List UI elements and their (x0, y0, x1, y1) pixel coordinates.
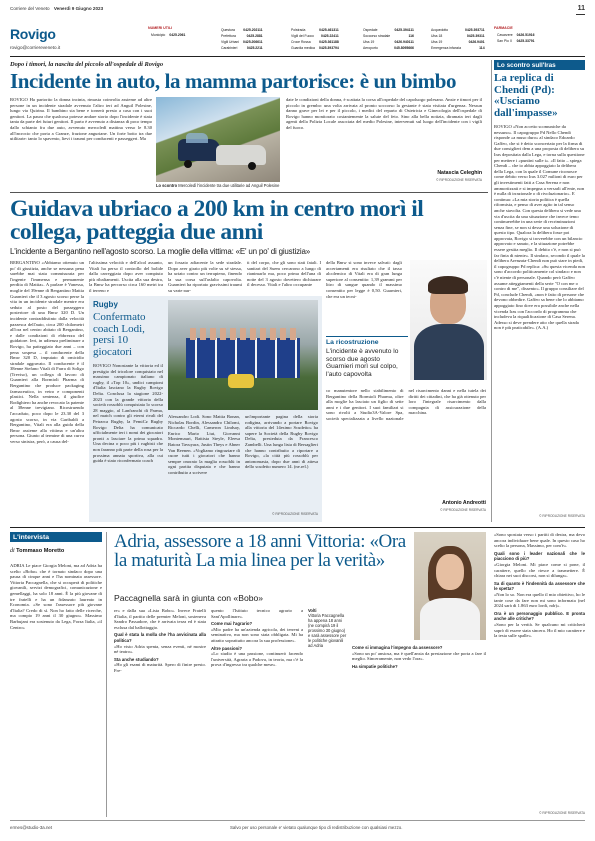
car-wheel (184, 160, 192, 168)
interview-section-bar: L'intervista (10, 532, 102, 542)
sidebar-headline: La replica di Chendi (Pd): «Usciamo dall'impasse» (494, 72, 558, 119)
rugby-repro: © RIPRODUZIONE RISERVATA (272, 512, 318, 516)
interview-a9: «Sono per la verità. Se qualcuno mi criticherà saprò di essere stata sincera. Ho il mio carattere e la testa sulle spalle». (494, 621, 585, 639)
interview-a4: «Lo studio è una passione, continuerò facendo l'università, Agraria a Padova, in teoria, ma c'è la prova d'ingresso tra qualche mese». (211, 651, 303, 668)
farmacie-title: FARMACIE (494, 26, 513, 30)
utility-col-6: Cavarzere 0426.51916 San Pio X 0425.33791 (497, 33, 535, 43)
interview-q4: Altre passioni? (211, 645, 243, 651)
crash-photo (156, 97, 280, 182)
interview-col-4 (352, 645, 486, 717)
interview-a8: «Non lo so. Non era quello il mio obiettivo, ho le tante cose da fare non mi sono informata (nel 2024 sarà di 1.863 euro lordi, ndr)». (494, 591, 585, 609)
story2-col-4: ti del corpo, che gli sono stati fatali. I sanitari del Suem cercarono a lungo di rianimarlo ma, poco prima dell'una di notte del 3 agosto dovettero dichiarare il decesso. Vitali e l'altro occupante (247, 260, 321, 288)
interview-a5: «Sono un po' ansiosa, ma è quell'ansia da prestazione che porta a fare il meglio. Sinceramente, non vedo l'ora». (352, 650, 486, 662)
sidebar-body: ROVIGO «Non accetto scomuniche da nessuno». Il capogruppo Pd Nello Chendi risponde «a muso duro» al sindaco Edoardo Gaffeo, che si è detto sconcertato per la firma di due consiglieri dem a una proposta di delibera su Iras depositata dalla Lega, e torna sulla questione per mettere i «puntini sulle i». «Il fatto – spiega Chendi – che io abbia appoggiato la delibera della Lega, con la quale il Comune riconosce come debito verso Iras 3.027 milioni di euro per gli investimenti fatti a Casa Serena e non ammortizzati e si impegna a versarli all'ente, non è nulla di irrazionale o di rivoluzionario». E continua: «La mia storia politica è quella riformista, e penso di aver agito in tal senso anche stavolta. Con questa delibera si vede una via d'uscita da una situazione che invece temo continuerebbe in una serie di recriminazioni senza fine, se non si desse una soluzione di questo tipo. Qualora la delibera fosse poi approvata, Rovigo si troverebbe con un bilancio approvato e sanato, e la situazione potrebbe essere gestita meglio. Il debito c'è, e non si può far finta di niente». Il sindaco, secondo il quale la delibera Arenzata-Chendi non può stare in piedi, il capogruppo Pd replica: «Su questa vicenda non sono d'accordo politicamente col sindaco e non c'è niente di personale. Quando però Gaffeo assume atteggiamenti della serie "O con me o contro di me", dissento». Il gruppo consiliare del Pd, conclude Chendi, «non è fatto di persone che devono obbedire. Gaffeo sa bene che lo abbiamo appoggiato fino dove era possibile anche nella vicenda Iras con l'accordo di programma che includeva la riqualificazione di Casa Serena. Adesso si deve prendere atto che quella strada non è più praticabile». (A.A.) (494, 124, 585, 331)
story1-caption-label: Lo scontro (156, 183, 178, 188)
interview-repro: © RIPRODUZIONE RISERVATA (539, 811, 585, 815)
interview-a2: «Ho gli esami di maturità. Spero di finire presto. Fre- (114, 662, 206, 673)
assessore-photo (414, 532, 486, 640)
story1-col-2: date le condizioni della donna, è scattata la corsa all'ospedale del capoluogo polesano. Ansie e timori per il piccolo in grembo: una volta arrivata al pronto soccorso la gestante è stata visitata d'urgenza. Nessun danno grave per lei e per il piccolo, i medici del reparto di Ostetricia e Ginecologia dell'ospedale di Rovigo hanno monitorato costantemente la salute del feto. Sino alla bella notizia, diramata ieri dagli agenti della Polizia Locale associata del medio Polesine, intervenuti sul luogo dell'incidente con i vigili del fuoco. (286, 97, 482, 130)
page-number-rule (576, 14, 585, 15)
portrait-face (436, 554, 464, 590)
story2-col-2: l'altissima velocità e dell'alcol assunto, Vitali ha perso il controllo del bolide dalla carreggiata dopo aver compiuto più ribaltamenti. Uscita alla sua destra, la Bmw ha percorso circa 160 metri tra il terreno e (89, 260, 163, 292)
story2-col-1: BERGANTINO «Abbiamo ottenuto un po' di giustizia, anche se nessuna pena sarebbe mai stata commisurata per l'ingente l'immensa e permanente perdita di Mattia». A parlare è Vanessa, moglie del 39enne di Bergantino Mattia Guarnieri che il 3 agosto scorso perse la vita in un incidente stradale mentre era seduto al posto del passeggero posteriore di una Bmw 320 D. Un incidente contraddistinto dalla velocità pazzesca dell'auto, circa 200 chilometri all'ora nel centro abitato di Bergantino, e dalle condizioni di ebbrezza del guidatore. Ieri, in udienza preliminare a Rovigo, ha patteggiato due anni – con pena sospesa – il conducente della Bmw 320 D, imputato di omicidio stradale aggravato. Il conducente è il 38enne Stefano Vitali di Farra di Soligo (Treviso), un collega di lavoro di Guarnieri alla Bormioli Pharma di Bergantino che produce packaging farmaceutico, in vetro e componenti plastici. Nella sentenza, il giudice Rodighiero ha anche revocato la patente al 38enne trevigiano. Ricostruendo l'accaduto, poco dopo le 23.30 del 3 agosto scorso, in via Garibaldi a Bergantino, Vitali era alla guida della Bmw assieme alla vittima e un'altra persona. Giunto al termine di una curva verso sinistra, però, a causa del- (10, 260, 84, 444)
interview-q9: Ora è un personaggio pubblico. E pronta anche alle critiche? (494, 610, 585, 622)
story2-headline: Guidava ubriaco a 200 km in centro morì il collega, patteggia due anni (10, 196, 424, 245)
story2-box (326, 336, 408, 378)
story1-rule (10, 192, 488, 193)
interview-q7: Quali sono i leader nazionali che le piacciono di più? (494, 550, 585, 562)
wrecked-car-white (216, 145, 266, 165)
story1-kicker: Dopo i timori, la nascita del piccolo all'ospedale di Rovigo (10, 61, 164, 68)
issue-date: Venerdì 9 Giugno 2023 (53, 6, 104, 11)
portrait-hair (428, 276, 468, 294)
interview-col-1: ADRIA Le piace Giorgia Meloni, ma ad Adria ha scelto «Bobo» che è tornato sindaco dopo una pausa di cinque anni e l'ha nominata assessore. Vittoria Paccagnella, che si occuperà di politiche giovanili, servizi demografici, comunicazione e gemellaggi, ha solo 18 anni. È la più giovane di tre fratelli e ha un fidanzato laureato in Economia. «Se sono l'assessore più giovane d'Italia? Credo di sì. Non ho fatto delle ricerche, ma compio 19 anni il 30 giugno». Massimo Barbujani era sostenuto da Lega, Forza Italia, «il Centro» (10, 563, 102, 630)
trophy (228, 374, 254, 388)
car-wheel (248, 162, 256, 170)
car-window (186, 133, 208, 143)
story1-repro: © RIPRODUZIONE RISERVATA (436, 178, 482, 182)
interview-q1: Qual è stata la molla che l'ha avvicinata alla politica? (114, 632, 206, 643)
rugby-col-3: un'importante pagina della storia rodigina, arrivando a portare Rovigo alla vittoria del 14esimo Scudetto» ha sapere la Società della Rugby Rovigo Delta, presieduta da Francesco Zambelli. Una lunga lista di Bersaglieri che hanno contribuito a riportare a Rovigo, «la città più rossoblù per antonomasia, dopo due anni di attesa dello scudetto numero 14. (ne.rel.) (245, 414, 318, 470)
masthead-line (10, 6, 103, 11)
utility-col-3: Polstrada 0425.461311 Vigili del Fuoco 0425.22411 Croce Rossa 0425.361188 Guardia medica 0425.393794 (291, 28, 339, 50)
interview-q3: Come mai l'agrario? (211, 621, 253, 627)
sidebar-repro: © RIPRODUZIONE RISERVATA (539, 514, 585, 518)
numeri-utili-title: NUMERI UTILI (148, 26, 173, 30)
section-email: rovigo@corriereveneto.it (10, 45, 61, 50)
interview-author-name: Tommaso Moretto (16, 548, 65, 554)
sidebar-divider (491, 60, 492, 522)
section-title: Rovigo (10, 26, 56, 42)
story1-caption: Lo scontro Mercoledì l'incidente tra due utilitarie ad Anguil Polesine (156, 183, 280, 188)
interview-q2: Sta anche studiando? (114, 656, 159, 662)
interview-subhead: Paccagnella sarà in giunta con «Bobo» (114, 593, 264, 603)
footer-rule (10, 820, 585, 821)
interview-author: di Tommaso Moretto (10, 548, 65, 554)
story1-byline: Natascia Celeghin (437, 170, 482, 176)
story1-col-1: ROVIGO Ha partorito la donna incinta, rimasta coinvolta assieme ad altre persone in un incidente stradale avvenuto l'altro ieri ad Anguil Polesine, lungo via Quirina. Il bambino sta bene e tornerà presto a casa con i suoi genitori. La paura che qualcosa potesse andare storto dopo l'incidente è stata tanta da parte dei futuri genitori. Il parto è avvenuto a distanza di poco tempo dallo schianto fra due auto, avvenuto mercoledì mattina verso le 8.30 all'incrocio che porta a Granze, frazione anguriane. Un forte botto tra due utilitarie: tanto lo spavento, lievi i traumi per conducenti e passeggeri. Ma (10, 97, 152, 142)
story1-headline: Incidente in auto, la mamma partorisce: è un bimbo (10, 69, 457, 93)
paper-name: Corriere del Veneto (10, 6, 50, 11)
interview-q8: Sa di quanto è l'indennità da assessore che le spetta? (494, 580, 585, 592)
story2-col-3: un fossato adiacente la sede stradale. Dopo aver girato più volte su sé stessa, ha urtato contro un terrapieno, finendo la sua corsa sull'asfalto capovolta. Guarnieri ha riportato gravissimi traumi su varie par- (168, 260, 242, 292)
story2-col-6: co manutentore nello stabilimento di Bergantino della Bormioli Pharma, oltre alla moglie ha lasciato un figlio di sette anni e i due genitori. I suoi familiari si sono rivolti a Studio3A-Valore Spa, società specializzata a livello nazionale nel risarcimento danni e nella tutela dei diritti dei cittadini, che ha già ottenuto per loro l'integrale risarcimento dalla compagnia di assicurazione della macchina. (326, 388, 486, 421)
interview-a3: «Mio padre ha un'azienda agricola, dei terreni a seminativo, ma non sono stata obbligata. Mi ha attratto soprattutto ancora la sua professione». (211, 626, 303, 643)
interview-headline: Adria, assessore a 18 anni Vittoria: «Ora la maturità La mia linea per la verità» (114, 531, 406, 571)
interview-top-rule (10, 527, 585, 528)
footer-email: ermes@studio-3a.net (10, 825, 53, 830)
interview-caption-name: Volti (308, 608, 317, 613)
story2-repro: © RIPRODUZIONE RISERVATA (440, 508, 486, 512)
interview-a7: «Giorgia Meloni. Mi piace come si pone, il carattere, quello che riesce a trasmettere. È chiara nei suoi discorsi, non si dilunga». (494, 561, 585, 579)
interview-photo-caption: Volti Vittoria Paccagnella ha appena 18 anni (ne compirà 19 il prossimo 30 giugno) e sarà assessore per le politiche giovanili ad Adria (308, 608, 347, 648)
rugby-label: Rugby (93, 300, 118, 309)
header-rule (10, 56, 585, 57)
interview-col-2: re» e dalla sua «Lista Bobo». Invece Fratelli d'Italia, il partito delle premier Meloni, sosteneva Sandro Passadore, che è arrivata terza ed è stata esclusa dal ballottaggio. Qual è stata la molla che l'ha avvicinata alla politica? «Ho visto Adria spenta, senza eventi, né mostre né teatro». Sta anche studiando? «Ho gli esami di maturità. Spero di finire presto. Fre- (114, 608, 206, 673)
interview-q6: Ha simpatie politiche? (352, 663, 398, 669)
story2-subhead: L'incidente a Bergantino nell'agosto scorso. La moglie della vittima: «E' un po' di giustizia» (10, 247, 310, 256)
utility-col-2: Questura 0425.202111 Prefettura 0425.2881 Vigili Urbani 0425.206611 Carabinieri 0425.2211 (221, 28, 263, 50)
rugby-col-2: Alessandro Lodi. Sono Mattia Bonan, Nicholas Bordin, Alessandro Chilomi, Riccardo Chelli, Cameron Lindsay, Enrico Mario Liut, Giovanni Montemauri, Battista Steyle, Eleesa Batora Tavuyara, Justin Theys e Abner Van Reenen. «Vogliamo ringraziare di cuore tutti i giocatori che hanno sempre onorato la maglia rossoblù in ogni partita disputata e che hanno contribuito a scrivere (168, 414, 240, 475)
team-players (186, 338, 300, 378)
team-faces (190, 328, 296, 340)
page-number: 11 (577, 5, 585, 12)
rugby-col-1: ROVIGO Nonostante la vittoria ed il prestigio del tricolore conquistato nel massimo campionato italiano di rugby, il «Top 10», undici campioni d'Italia lasciano la Rugby Rovigo Delta. Conclusa la stagione 2022-2023 con la grande vittoria della società rossoblù conquistata lo scorso 28 maggio, al Lanfranchi di Parma, nel match contro gli eterni rivali del Petrarca Rugby, la FemiCz Rugby Rovigo Delta ha comunicato ufficialmente ieri i nomi dei giocatori pronti a lasciare la prima squadra. Una decina o poco più i rugbisti che non faranno più parte della rosa per la prossima annata sportiva, alla cui guida è stato riconfermato coach (93, 363, 163, 464)
interview-a1: «Ho visto Adria spenta, senza eventi, né mostre né teatro». (114, 643, 206, 655)
story2-box-title: La ricostruzione (326, 339, 379, 346)
sidebar-title-bar: Lo scontro sull'Iras (494, 60, 585, 70)
victim-photo (410, 260, 487, 380)
portrait-shirt (414, 324, 484, 380)
interview-col-3: quento l'Istituto tecnico agrario a Sant'Apollinare». Come mai l'agrario? «Mio padre ha un'azienda agricola, dei terreni a seminativo, ma non sono stata obbligata. Mi ha attratto soprattutto ancora la sua professione». Altre passioni? «Lo studio è una passione, continuerò facendo l'università, Agraria a Padova, in teoria, ma c'è la prova d'ingresso tra qualche mese». (211, 608, 303, 668)
portrait-shirt (420, 598, 480, 640)
story2-col-5: della Bmw si sono invece salvati: dagli accertamenti era risultato che il tasso alcolemico di Vitali era di gran lunga superiore al consentito: 1,39 grammi per litro di sangue quando il massimo consentito per legge è 0,50. Guarnieri, che era un tecni- (326, 260, 402, 299)
interview-col-5: «Sono spostata verso i partiti di destra, ma devo ancora individuare bene quale. In questo caso ho scelto la persona, Massimo, per com'è». Quali sono i leader nazionali che le piacciono di più? «Giorgia Meloni. Mi piace come si pone, il carattere, quello che riesce a trasmettere. È chiara nei suoi discorsi, non si dilunga». Sa di quanto è l'indennità da assessore che le spetta? «Non lo so. Non era quello il mio obiettivo, ho le tante cose da fare non mi sono informata (nel 2024 sarà di 1.863 euro lordi, ndr)». Ora è un personaggio pubblico. E pronta anche alle critiche? «Sono per la verità. Se qualcuno mi criticherà saprò di essere stata sincera. Ho il mio carattere e la testa sulle spalle». (494, 532, 585, 639)
story2-byline: Antonio Andreotti (442, 500, 486, 506)
utility-col-4: Ospedale 0425.394111 Soccorso stradale 116 Ulss 19 0426.940111 Aeroporto 045.8095666 (363, 28, 414, 50)
footer-rights: Salvo per uso personale e' vietato qualunque tipo di redistribuzione con qualsiasi mezzo. (230, 825, 403, 830)
story2-box-text: L'incidente è avvenuto lo scorso due agosto Guarnieri morì sul colpo, l'auto capovolta (326, 348, 399, 378)
rugby-team-photo (168, 300, 318, 410)
utility-col-5: Acquedotto 0425.393711 Ulss 18 0425.39311 Ulss 19 0426.9401 Emergenza infanzia 114 (431, 28, 485, 50)
interview-divider (106, 532, 107, 817)
utility-col-1: Municipio 0425.2061 (151, 33, 186, 37)
interview-q5: Come si immagina l'impegno da assessore? (352, 645, 443, 650)
rugby-headline: Confermato coach Lodi, persi 10 giocatori (93, 311, 146, 358)
